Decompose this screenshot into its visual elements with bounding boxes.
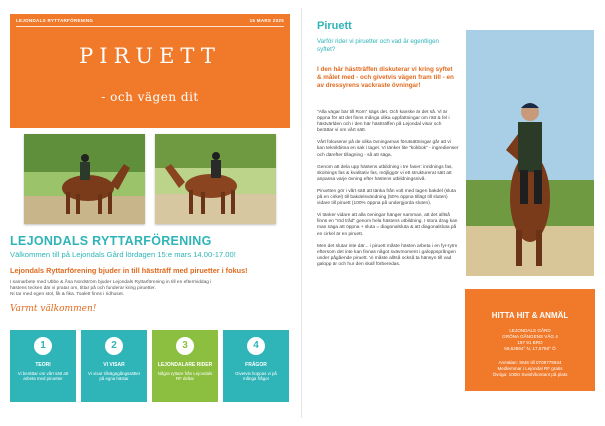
info-notes (465, 360, 595, 378)
main-subtitle: - och vägen dit (101, 90, 199, 104)
card-title: FRÅGOR (245, 362, 267, 368)
info-address (465, 328, 595, 352)
card-number: 3 (176, 337, 194, 355)
invite-text: Lejondals Ryttarförening bjuder in till hästträff med piruetter i fokus! (10, 266, 248, 275)
card-text: Givetvis hoppas vi på många frågor (235, 371, 277, 382)
right-title: Piruett (317, 20, 352, 32)
info-heading: HITTA HIT & ANMÄL (491, 311, 569, 320)
address-line: 197 91 BRO (517, 340, 543, 345)
header-rule (16, 26, 284, 27)
right-page (303, 0, 605, 426)
program-card-show (81, 330, 147, 402)
photo-rider-portrait (466, 30, 594, 276)
page-divider (301, 8, 302, 418)
card-text: Några ryttare från Lejondals RF deltar (157, 371, 213, 382)
program-cards (10, 330, 290, 402)
header-org: LEJONDALS RYTTARFÖRENING (16, 18, 94, 23)
address-line: LEJONDALS GÅRD (509, 328, 551, 333)
header-topline (16, 18, 284, 23)
right-body (317, 110, 459, 274)
program-card-questions (223, 330, 289, 402)
body-paragraph: Genom att dela upp hästens utbildning i tre faser: inridnings fas, skolnings fas & kvalitativ fas, möjliggör vi ett strukturerat sätt att anpassa varje övning efter hästens utbildningsnivå. (317, 164, 453, 182)
photo-row (10, 134, 290, 226)
photo-rider-2 (155, 134, 276, 224)
card-title: TEORI (35, 362, 51, 368)
closing-text: Varmt välkommen! (10, 304, 97, 314)
photo-rider-1 (24, 134, 145, 224)
body-paragraph: Vårt fokuserar på de olika övningarnas förutsättningar går att vi kan teknikbitna en sak i taget. Vi tänker lite "kokbok" - ingredienser och därefter tillagning - så att säga. (317, 140, 459, 158)
club-name: LEJONDALS RYTTARFÖRENING (10, 234, 212, 248)
card-title: VI VISAR (103, 362, 125, 368)
note-line: Anmälan: SMS till 0708779934 (498, 360, 562, 365)
body-paragraph: "Alla vägar bär till Rom" sägs det. Och kanske är det så. Vi är öppna för att det finns många olika uppfattningar om rätt & fel i hästvärlden och i den här hästträffen på Lejondal visar och berättar vi om vårt sätt. (317, 110, 450, 134)
note-line: Övriga: 100kr Swish/kontant på plats (492, 372, 568, 377)
program-card-riders (152, 330, 218, 402)
card-number: 4 (247, 337, 265, 355)
description-line: Ni tar med egen stol, fik & fika. Toalett finns i ridhuset. (10, 292, 125, 297)
card-number: 1 (34, 337, 52, 355)
program-card-theory (10, 330, 76, 402)
body-paragraph: Men det slutar inte där... i piruett måste hästen arbeta i en fyr-rytm eftersom det inte kan finnas något svävmoment i galoppsprången under pågående piruett. Vi måste alltså också ta hänsyn till vad galopp är och hur den skall förberedas. (317, 243, 458, 267)
welcome-text: Välkommen till på Lejondals Gård lördagen 15:e mars 14.00-17.00! (10, 250, 236, 259)
body-paragraph: Piruetten gör i vårt sätt att tänka från volt med tagen bakdel (sluta på en cirkel) till bakdelsvändning (50% öppna tillägt till sluten) vidare till piruett (100% öppna på undergjorda sluten). (317, 188, 456, 207)
info-box (465, 289, 595, 391)
right-question: Varför rider vi piruetter och vad är egentligen syftet? (317, 38, 439, 53)
body-paragraph: Vi tänker vidare att alla övningar hänger samman, att det alltså finns en "röd tråd" genom hela hästens utbildning. I stora drag kan man säga att öppna + sluta = diagonalsluta & att diagonalsluta på en cirkel är en piruett. (317, 213, 458, 237)
note-line: Medlemmar i Lejondal RF gratis (497, 366, 563, 371)
header-banner (10, 14, 290, 128)
card-title: LEJONDALARE RIDER (157, 362, 213, 368)
card-text: Vi visar tillvägagångssättet på egna hästar (88, 371, 140, 382)
card-number: 2 (105, 337, 123, 355)
header-date: 15 MARS 2025 (249, 18, 284, 23)
right-lead: I den här hästträffen diskuterar vi kring syftet & målet med - och givetvis vägen fram till - en av dressyrens vackraste övningar! (317, 66, 454, 89)
description (10, 280, 290, 298)
card-text: Vi berättar om vårt sätt att arbeta med piruetter (17, 371, 69, 382)
address-line: 59,52864° N, 17,6758° Ö (504, 346, 556, 351)
description-line: I samarbete med Ubbe & Åsa Nordström bjuder Lejondals Ryttarförening in till en eftermiddag i (10, 280, 212, 285)
address-line: GRÖNA GÅNGENS VÄG 4 (502, 334, 558, 339)
description-line: hästens tecken där vi pratar om, tittar på och funderar kring piruetter. (10, 286, 156, 291)
main-title: PIRUETT (79, 44, 221, 68)
